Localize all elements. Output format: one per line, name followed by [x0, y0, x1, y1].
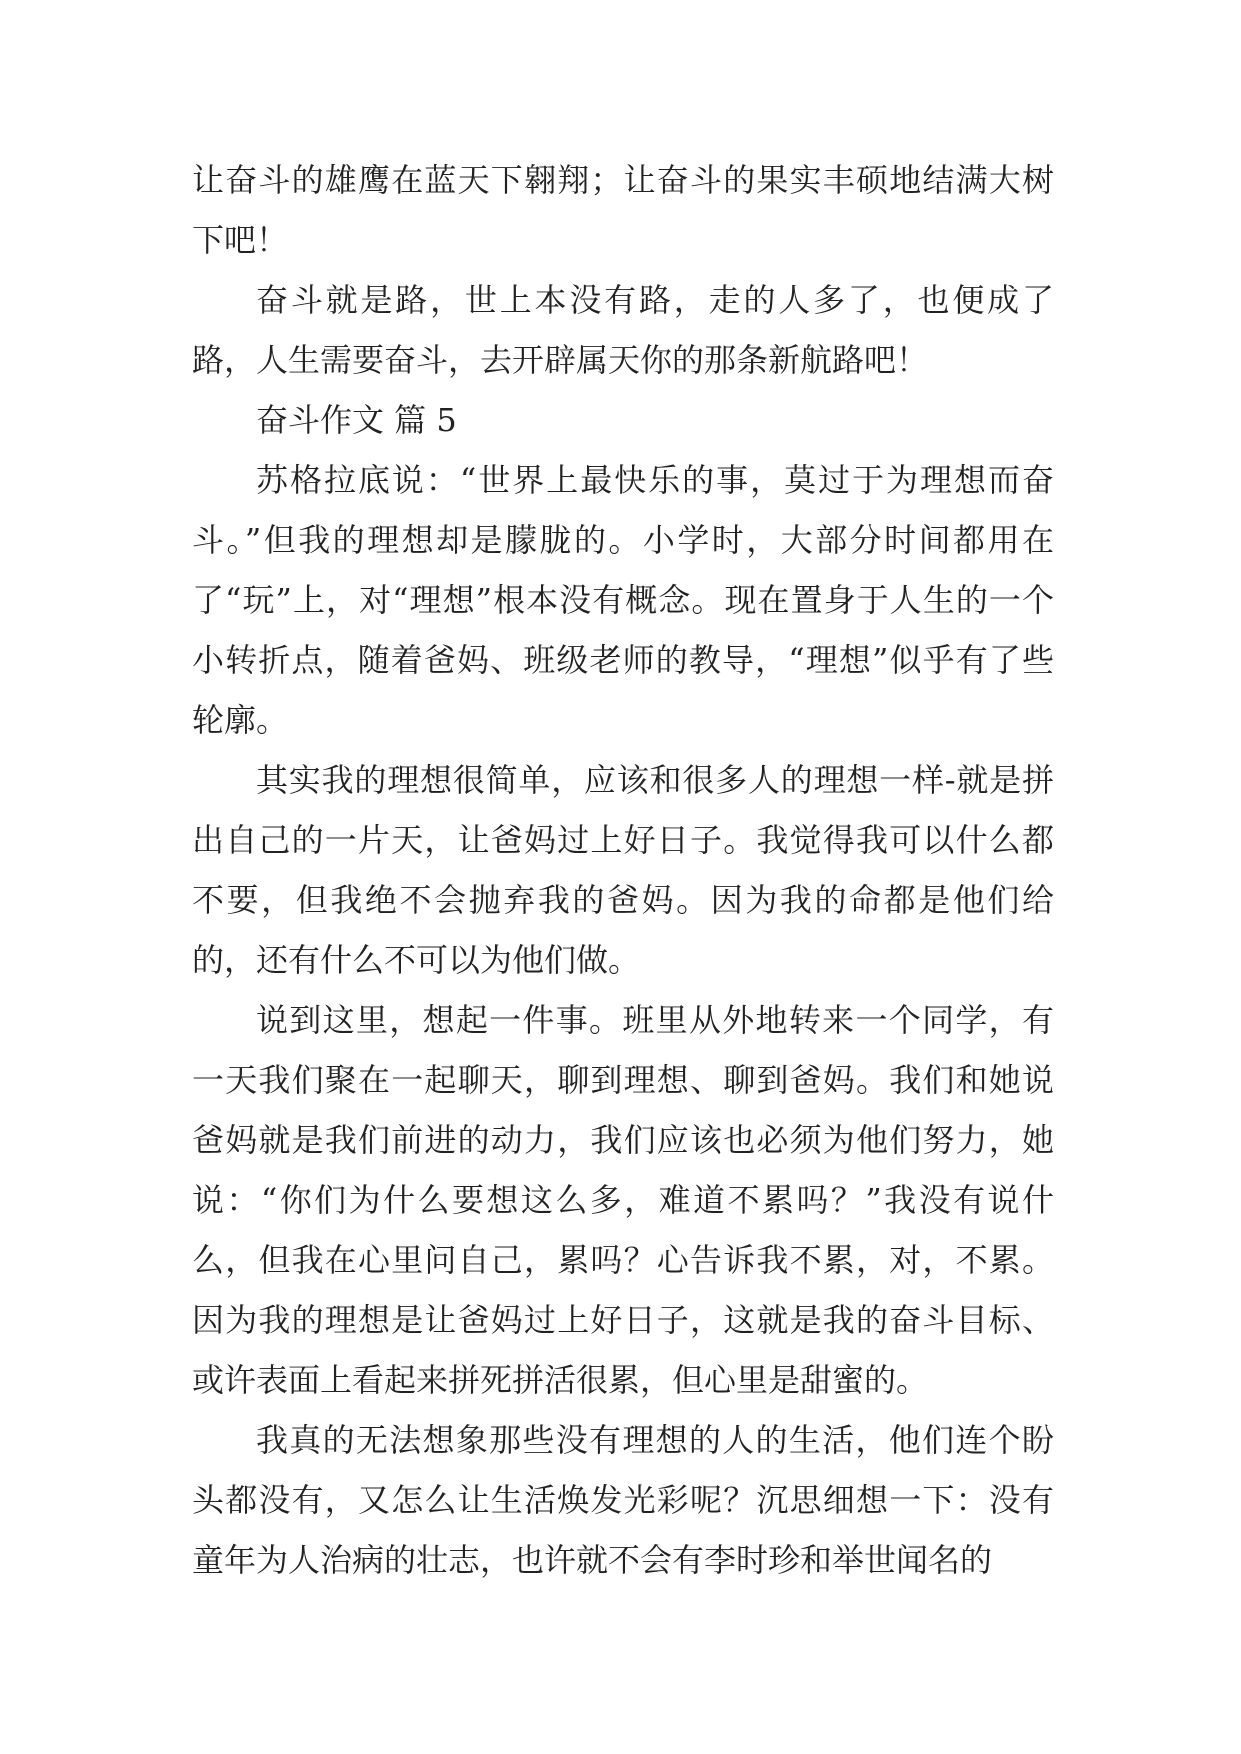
paragraph: 说到这里，想起一件事。班里从外地转来一个同学，有一天我们聚在一起聊天，聊到理想、聊到爸妈。我们和她说爸妈就是我们前进的动力，我们应该也必须为他们努力，她说：“你们为什么要想这么多，难道不累吗？”我没有说什么，但我在心里问自己，累吗？心告诉我不累，对，不累。因为我的理想是让爸妈过上好日子，这就是我的奋斗目标、或许表面上看起来拼死拼活很累，但心里是甜蜜的。: [192, 1001, 1054, 1399]
document-page: [192, 150, 1054, 1590]
paragraph: 我真的无法想象那些没有理想的人的生活，他们连个盼头都没有，又怎么让生活焕发光彩呢？沉思细想一下：没有童年为人治病的壮志，也许就不会有李时珍和举世闻名的: [192, 1421, 1054, 1579]
paragraph: 奋斗就是路，世上本没有路，走的人多了，也便成了路，人生需要奋斗，去开辟属天你的那条新航路吧！: [192, 281, 1054, 379]
paragraph: 其实我的理想很简单，应该和很多人的理想一样-就是拼出自己的一片天，让爸妈过上好日子。我觉得我可以什么都不要，但我绝不会抛弃我的爸妈。因为我的命都是他们给的，还有什么不可以为他们做。: [192, 761, 1054, 979]
section-heading: 奋斗作文 篇 5: [256, 401, 457, 439]
paragraph: 苏格拉底说：“世界上最快乐的事，莫过于为理想而奋斗。”但我的理想却是朦胧的。小学时，大部分时间都用在了“玩”上，对“理想”根本没有概念。现在置身于人生的一个小转折点，随着爸妈、班级老师的教导，“理想”似乎有了些轮廓。: [192, 461, 1054, 739]
paragraph-continuation: 让奋斗的雄鹰在蓝天下翱翔；让奋斗的果实丰硕地结满大树下吧！: [192, 161, 1054, 259]
